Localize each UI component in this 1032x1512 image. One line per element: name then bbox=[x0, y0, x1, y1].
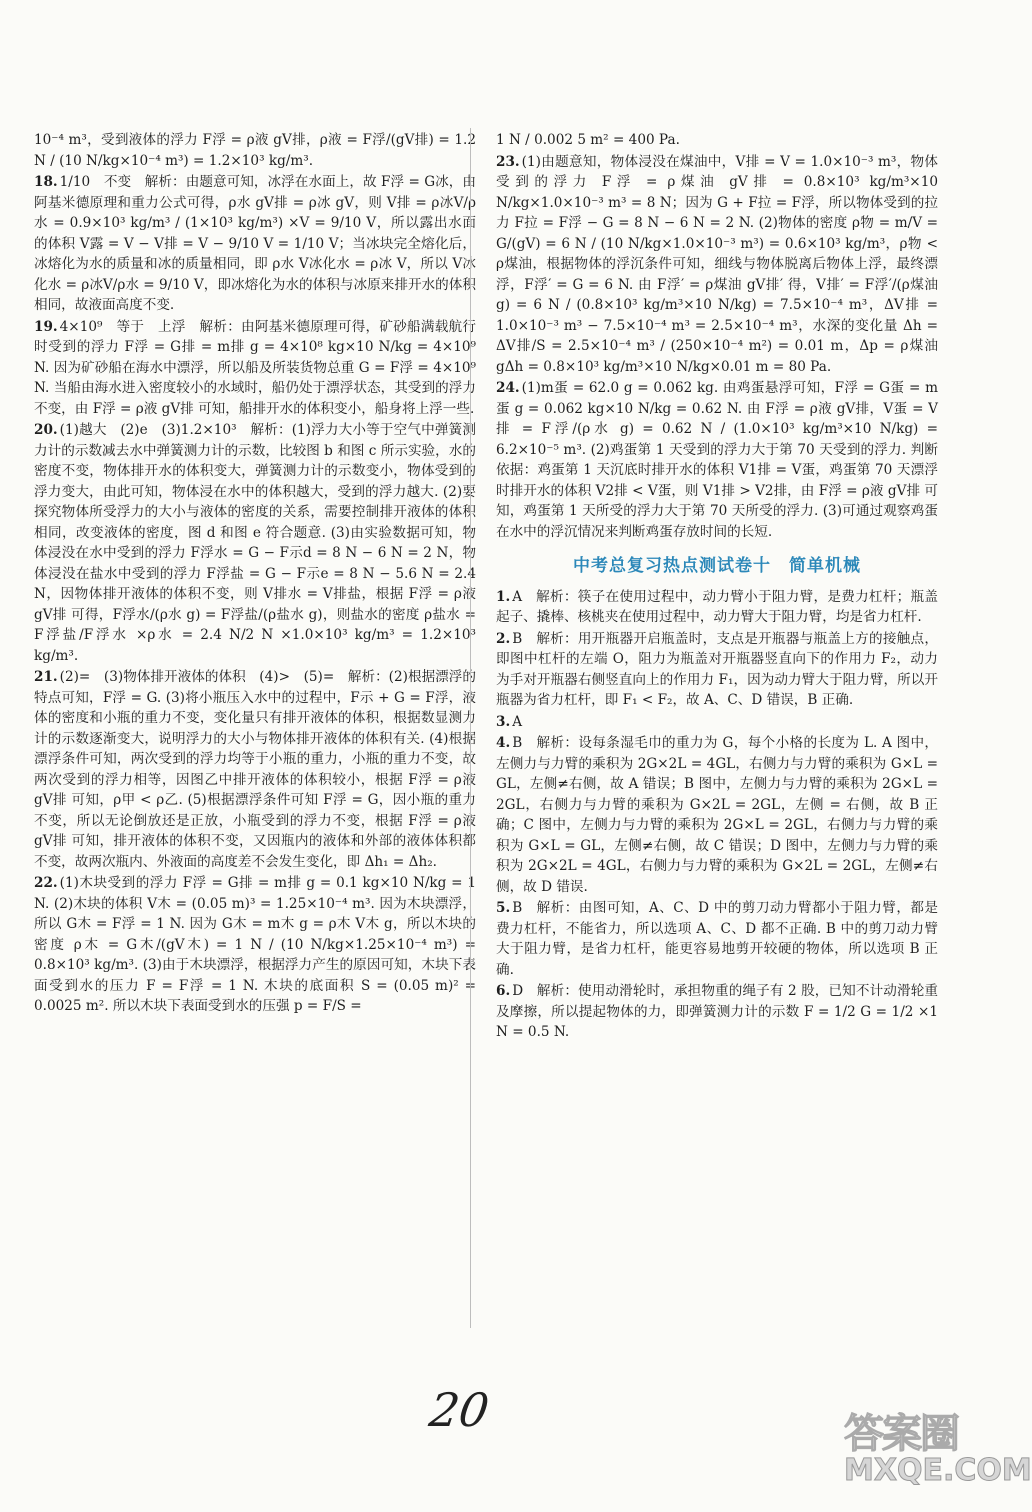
answer-number: 23. bbox=[496, 153, 520, 170]
watermark-text: 答案圈 bbox=[844, 1411, 958, 1457]
answer-text: 10⁻⁴ m³，受到液体的浮力 F浮 = ρ液 gV排，ρ液 = F浮/(gV排) = 1.2 N / (10 N/kg×10⁻⁴ m³) = 1.2×10³ kg/m³. bbox=[34, 132, 476, 169]
answer-number: 19. bbox=[34, 318, 58, 335]
answer-text: B 解析：设每条湿毛巾的重力为 G，每个小格的长度为 L. A 图中，左侧力与力臂的乘积为 2G×2L = 4GL，右侧力与力臂的乘积为 G×L = GL，左侧≠右侧，故 A 错误；B 图中，左侧力与力臂的乘积为 2G×L = 2GL，右侧力与力臂的乘积为 G×2L = 2GL，左侧 = 右侧，故 B 正确；C 图中，左侧力与力臂的乘积为 2G×L = 2GL，右侧力与力臂的乘积为 G×L = GL，左侧≠右侧，故 C 错误；D 图中，左侧力与力臂的乘积为 2G×2L = 4GL，右侧力与力臂的乘积为 G×2L = 2GL，左侧≠右侧，故 D 错误. bbox=[496, 735, 938, 895]
left-column bbox=[34, 130, 476, 1018]
answer-number: 21. bbox=[34, 669, 58, 685]
answer-number: 3. bbox=[496, 713, 511, 730]
answer-item bbox=[496, 378, 938, 542]
answer-item bbox=[496, 981, 938, 1043]
answer-number: 22. bbox=[34, 875, 58, 891]
answer-item bbox=[496, 712, 938, 733]
answer-item bbox=[496, 587, 938, 628]
answer-number: 18. bbox=[34, 174, 58, 190]
right-column bbox=[496, 130, 938, 1044]
answer-number: 2. bbox=[496, 630, 511, 647]
answer-item bbox=[496, 152, 938, 378]
answer-text: 4×10⁹ 等于 上浮 解析：由阿基米德原理可得，矿砂船满载航行时受到的浮力 F浮 = G排 = m排 g = 4×10⁸ kg×10 N/kg = 4×10⁹ N. 因为矿砂船在海水中漂浮，所以船及所装货物总重 G = F浮 = 4×10⁹ N. 当船由海水进入密度较小的水域时，船仍处于漂浮状态，其受到的浮力不变，由 F浮 = ρ液 gV排 可知，船排开水的体积变小，船身将上浮一些. bbox=[34, 318, 476, 417]
answer-item bbox=[496, 898, 938, 980]
right-answers bbox=[496, 130, 938, 542]
answer-number: 1. bbox=[496, 588, 511, 605]
answer-text: (2)= (3)物体排开液体的体积 (4)> (5)= 解析：(2)根据漂浮的特点可知，F浮 = G. (3)将小瓶压入水中的过程中，F示 + G = F浮，液体的密度和小瓶的重力不变，变化量只有排开液体的体积，根据数显测力计的示数逐渐变大，说明浮力的大小与物体排开液体的体积有关. (4)根据漂浮条件可知，两次受到的浮力均等于小瓶的重力，小瓶的重力不变，故两次受到的浮力相等，因图乙中排开液体的体积较小，根据 F浮 = ρ液 gV排 可知，ρ甲 < ρ乙. (5)根据漂浮条件可知 F浮 = G，因小瓶的重力不变，所以无论倒放还是正放，小瓶受到的浮力不变，根据 F浮 = ρ液 gV排 可知，排开液体的体积不变，又因瓶内的液体和外部的液体体积都不变，故两次瓶内、外液面的高度差不会发生变化，即 Δh₁ = Δh₂. bbox=[34, 669, 476, 870]
answer-text: 1 N / 0.002 5 m² = 400 Pa. bbox=[496, 132, 680, 148]
answer-text: 1/10 不变 解析：由题意可知，冰浮在水面上，故 F浮 = G冰，由阿基米德原理和重力公式可得，ρ水 gV排 = ρ冰 gV，则 V排 = ρ冰V/ρ水 = 0.9×10³ kg/m³ / (1×10³ kg/m³) ×V = 9/10 V，所以露出水面的体积 V露 = V − V排 = V − 9/10 V = 1/10 V；当冰块完全熔化后，冰熔化为水的质量和冰的质量相同，即 ρ水 V冰化水 = ρ冰 V，所以 V冰化水 = ρ冰V/ρ水 = 9/10 V，即冰熔化为水的体积与冰原来排开水的体积相同，故液面高度不变. bbox=[34, 174, 476, 313]
section-title: 中考总复习热点测试卷十 简单机械 bbox=[573, 556, 861, 576]
answer-number: 6. bbox=[496, 983, 511, 999]
answer-text: B 解析：由图可知，A、C、D 中的剪刀动力臂都小于阻力臂，都是费力杠杆，不能省力，所以选项 A、C、D 都不正确. B 中的剪刀动力臂大于阻力臂，是省力杠杆，能更容易地剪开较硬的物体，所以选项 B 正确. bbox=[496, 900, 938, 978]
answer-item bbox=[496, 130, 938, 151]
answer-item bbox=[34, 420, 476, 666]
answer-text: (1)由题意知，物体浸没在煤油中，V排 = V = 1.0×10⁻³ m³，物体受到的浮力 F浮 = ρ煤油 gV排 = 0.8×10³ kg/m³×10 N/kg×1.0×10⁻³ m³ = 8 N；因为 G + F拉 = F浮，所以物体受到的拉力 F拉 = F浮 − G = 8 N − 6 N = 2 N. (2)物体的密度 ρ物 = m/V = G/(gV) = 6 N / (10 N/kg×1.0×10⁻³ m³) = 0.6×10³ kg/m³，ρ物 < ρ煤油，根据物体的浮沉条件可知，细线与物体脱离后物体上浮，最终漂浮，F浮′ = G = 6 N. 由 F浮′ = ρ煤油 gV排′ 得，V排′ = F浮′/(ρ煤油 g) = 6 N / (0.8×10³ kg/m³×10 N/kg) = 7.5×10⁻⁴ m³，ΔV排 = 1.0×10⁻³ m³ − 7.5×10⁻⁴ m³ = 2.5×10⁻⁴ m³，水深的变化量 Δh = ΔV排/S = 2.5×10⁻⁴ m³ / (250×10⁻⁴ m²) = 0.01 m，Δp = ρ煤油 gΔh = 0.8×10³ kg/m³×10 N/kg×0.01 m = 80 Pa. bbox=[496, 153, 938, 375]
answer-item bbox=[34, 317, 476, 420]
answer-text: (1)m蛋 = 62.0 g = 0.062 kg. 由鸡蛋悬浮可知，F浮 = G蛋 = m蛋 g = 0.062 kg×10 N/kg = 0.62 N. 由 F浮 = ρ液 gV排，V蛋 = V排 = F浮/(ρ水 g) = 0.62 N / (1.0×10³ kg/m³×10 N/kg) = 6.2×10⁻⁵ m³. (2)鸡蛋第 1 天受到的浮力大于第 70 天受到的浮力. 判断依据：鸡蛋第 1 天沉底时排开水的体积 V1排 = V蛋，鸡蛋第 70 天漂浮时排开水的体积 V2排 < V蛋，则 V1排 > V2排，由 F浮 = ρ液 gV排 可知，鸡蛋第 1 天所受的浮力大于第 70 天所受的浮力. (3)可通过观察鸡蛋在水中的浮沉情况来判断鸡蛋存放时间的长短. bbox=[496, 380, 938, 540]
answer-text: A bbox=[512, 713, 523, 730]
watermark-logo bbox=[844, 1402, 1032, 1502]
answer-item bbox=[34, 667, 476, 872]
answer-item bbox=[34, 172, 476, 316]
answer-text: (1)木块受到的浮力 F浮 = G排 = m排 g = 0.1 kg×10 N/kg = 1 N. (2)木块的体积 V木 = (0.05 m)³ = 1.25×10⁻⁴ m³. 因为木块漂浮，所以 G木 = F浮 = 1 N. 因为 G木 = m木 g = ρ木 V木 g，所以木块的密度 ρ木 = G木/(gV木) = 1 N / (10 N/kg×1.25×10⁻⁴ m³) = 0.8×10³ kg/m³. (3)由于木块漂浮，根据浮力产生的原因可知，木块下表面受到水的压力 F = F浮 = 1 N. 木块的底面积 S = (0.05 m)² = 0.0025 m². 所以木块下表面受到水的压强 p = F/S = bbox=[34, 875, 476, 1014]
answer-text: D 解析：使用动滑轮时，承担物重的绳子有 2 股，已知不计动滑轮重及摩擦，所以提起物体的力，即弹簧测力计的示数 F = 1/2 G = 1/2 ×1 N = 0.5 N. bbox=[496, 983, 938, 1040]
answer-item bbox=[34, 130, 476, 171]
section-answers bbox=[496, 587, 938, 1043]
page-number: 20 bbox=[426, 1383, 493, 1437]
column-divider bbox=[470, 128, 471, 1328]
answer-number: 24. bbox=[496, 380, 520, 396]
answer-number: 4. bbox=[496, 735, 511, 751]
answer-text: A 解析：筷子在使用过程中，动力臂小于阻力臂，是费力杠杆；瓶盖起子、撬棒、核桃夹在使用过程中，动力臂大于阻力臂，均是省力杠杆. bbox=[496, 588, 938, 625]
answer-text: B 解析：用开瓶器开启瓶盖时，支点是开瓶器与瓶盖上方的接触点，即图中杠杆的左端 O，阻力为瓶盖对开瓶器竖直向下的作用力 F₂，动力为手对开瓶器右侧竖直向上的作用力 F₁，因为动力臂大于阻力臂，所以开瓶器为省力杠杆，即 F₁ < F₂，故 A、C、D 错误，B 正确. bbox=[496, 630, 938, 708]
answer-item bbox=[34, 873, 476, 1017]
answer-number: 20. bbox=[34, 422, 58, 438]
answer-number: 5. bbox=[496, 900, 511, 916]
answer-item bbox=[496, 733, 938, 897]
answer-text: (1)越大 (2)e (3)1.2×10³ 解析：(1)浮力大小等于空气中弹簧测力计的示数减去水中弹簧测力计的示数，比较图 b 和图 c 所示实验，水的密度不变，物体排开水的体积变大，弹簧测力计的示数变小，物体受到的浮力变大，由此可知，物体浸在水中的体积越大，受到的浮力越大. (2)要探究物体所受浮力的大小与液体的密度的关系，需要控制排开液体的体积相同，改变液体的密度，图 d 和图 e 符合题意. (3)由实验数据可知，物体浸没在水中受到的浮力 F浮水 = G − F示d = 8 N − 6 N = 2 N，物体浸没在盐水中受到的浮力 F浮盐 = G − F示e = 8 N − 5.6 N = 2.4 N，因物体排开液体的体积不变，则 V排水 = V排盐，根据 F浮 = ρ液 gV排 可得，F浮水/(ρ水 g) = F浮盐/(ρ盐水 g)，则盐水的密度 ρ盐水 = F浮盐/F浮水 ×ρ水 = 2.4 N/2 N ×1.0×10³ kg/m³ = 1.2×10³ kg/m³. bbox=[34, 422, 476, 664]
answer-item bbox=[496, 629, 938, 711]
watermark-url: MXQE.COM bbox=[844, 1453, 1032, 1488]
